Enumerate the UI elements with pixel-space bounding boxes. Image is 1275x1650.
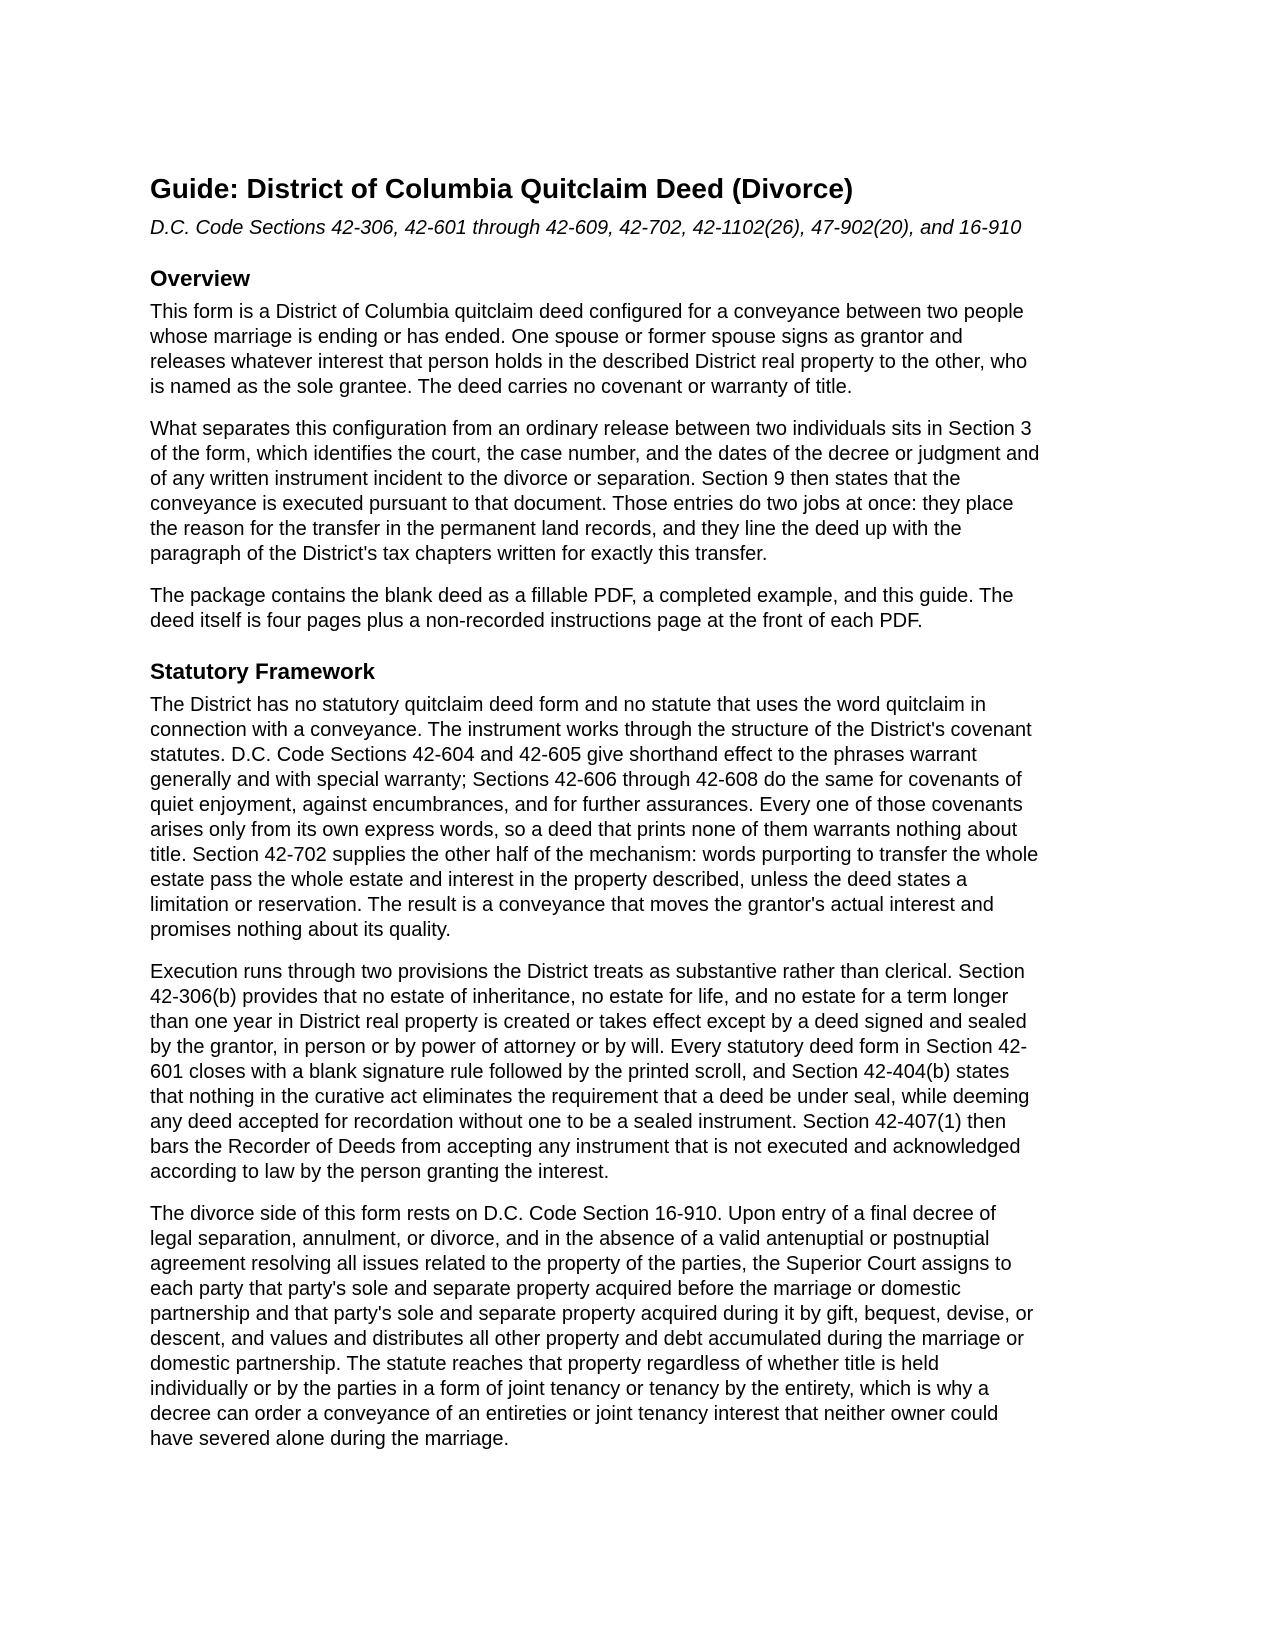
statutory-paragraph-3 [150, 1202, 1130, 1452]
statutory-paragraph-2 [150, 960, 1130, 1185]
paragraph-line: The package contains the blank deed as a fillable PDF, a completed example, and this guide. The [150, 585, 1014, 607]
paragraph-line: whose marriage is ending or has ended. One spouse or former spouse signs as grantor and [150, 326, 963, 348]
overview-paragraph-3 [150, 584, 1130, 634]
paragraph-line: have severed alone during the marriage. [150, 1428, 510, 1450]
paragraph-line: legal separation, annulment, or divorce, and in the absence of a valid antenuptial or postnuptial [150, 1228, 990, 1250]
paragraph-line: arises only from its own express words, so a deed that prints none of them warrants nothing about [150, 819, 1018, 841]
overview-paragraph-1 [150, 300, 1130, 400]
paragraph-line: releases whatever interest that person holds in the described District real property to the other, who [150, 351, 1028, 373]
paragraph-line: The District has no statutory quitclaim deed form and no statute that uses the word quitclaim in [150, 694, 986, 716]
paragraph-line: bars the Recorder of Deeds from accepting any instrument that is not executed and acknowledged [150, 1136, 1021, 1158]
statutory-framework-heading: Statutory Framework [150, 659, 376, 684]
document-page [150, 172, 1130, 1469]
paragraph-line: the reason for the transfer in the permanent land records, and they line the deed up with the [150, 518, 962, 540]
paragraph-line: decree can order a conveyance of an entireties or joint tenancy interest that neither owner could [150, 1403, 999, 1425]
paragraph-line: Execution runs through two provisions the District treats as substantive rather than clerical. Section [150, 961, 1025, 983]
paragraph-line: individually or by the parties in a form of joint tenancy or tenancy by the entirety, which is why a [150, 1378, 989, 1400]
paragraph-line: descent, and values and distributes all other property and debt accumulated during the marriage or [150, 1328, 1024, 1350]
paragraph-line: of any written instrument incident to the divorce or separation. Section 9 then states that the [150, 468, 961, 490]
paragraph-line: each party that party's sole and separate property acquired before the marriage or domestic [150, 1278, 961, 1300]
paragraph-line: of the form, which identifies the court, the case number, and the dates of the decree or judgment and [150, 443, 1040, 465]
paragraph-line: title. Section 42-702 supplies the other half of the mechanism: words purporting to transfer the whole [150, 844, 1039, 866]
paragraph-line: 42-306(b) provides that no estate of inheritance, no estate for life, and no estate for a term longer [150, 986, 1009, 1008]
paragraph-line: deed itself is four pages plus a non-recorded instructions page at the front of each PDF. [150, 610, 923, 632]
paragraph-line: any deed accepted for recordation without one to be a sealed instrument. Section 42-407(1) then [150, 1111, 1007, 1133]
paragraph-line: is named as the sole grantee. The deed carries no covenant or warranty of title. [150, 376, 853, 398]
paragraph-line: connection with a conveyance. The instrument works through the structure of the District's covenant [150, 719, 1032, 741]
statutory-framework-section [150, 658, 1130, 1452]
paragraph-line: What separates this configuration from an ordinary release between two individuals sits in Section 3 [150, 418, 1032, 440]
paragraph-line: conveyance is executed pursuant to that document. Those entries do two jobs at once: they place [150, 493, 1014, 515]
paragraph-line: 601 closes with a blank signature rule followed by the printed scroll, and Section 42-404(b) states [150, 1061, 1010, 1083]
paragraph-line: agreement resolving all issues related to the property of the parties, the Superior Court assigns to [150, 1253, 1012, 1275]
paragraph-line: that nothing in the curative act eliminates the requirement that a deed be under seal, while deeming [150, 1086, 1030, 1108]
paragraph-line: statutes. D.C. Code Sections 42-604 and 42-605 give shorthand effect to the phrases warrant [150, 744, 977, 766]
paragraph-line: than one year in District real property is created or takes effect except by a deed signed and sealed [150, 1011, 1027, 1033]
paragraph-line: partnership and that party's sole and separate property acquired during it by gift, bequest, devise, or [150, 1303, 1034, 1325]
paragraph-line: promises nothing about its quality. [150, 919, 451, 941]
overview-paragraph-2 [150, 417, 1130, 567]
statutory-paragraph-1 [150, 693, 1130, 943]
paragraph-line: quiet enjoyment, against encumbrances, and for further assurances. Every one of those covenants [150, 794, 1023, 816]
paragraph-line: generally and with special warranty; Sections 42-606 through 42-608 do the same for covenants of [150, 769, 1022, 791]
paragraph-line: according to law by the person granting the interest. [150, 1161, 610, 1183]
overview-heading: Overview [150, 266, 251, 291]
paragraph-line: estate pass the whole estate and interest in the property described, unless the deed states a [150, 869, 968, 891]
paragraph-line: domestic partnership. The statute reaches that property regardless of whether title is held [150, 1353, 939, 1375]
overview-section [150, 265, 1130, 634]
paragraph-line: limitation or reservation. The result is a conveyance that moves the grantor's actual interest and [150, 894, 994, 916]
document-title: Guide: District of Columbia Quitclaim Deed (Divorce) [150, 173, 854, 204]
document-subtitle: D.C. Code Sections 42-306, 42-601 through 42-609, 42-702, 42-1102(26), 47-902(20), and 16-910 [150, 217, 1022, 239]
paragraph-line: by the grantor, in person or by power of attorney or by will. Every statutory deed form in Section 42- [150, 1036, 1028, 1058]
paragraph-line: This form is a District of Columbia quitclaim deed configured for a conveyance between two people [150, 301, 1024, 323]
paragraph-line: The divorce side of this form rests on D.C. Code Section 16-910. Upon entry of a final decree of [150, 1203, 996, 1225]
paragraph-line: paragraph of the District's tax chapters written for exactly this transfer. [150, 543, 768, 565]
